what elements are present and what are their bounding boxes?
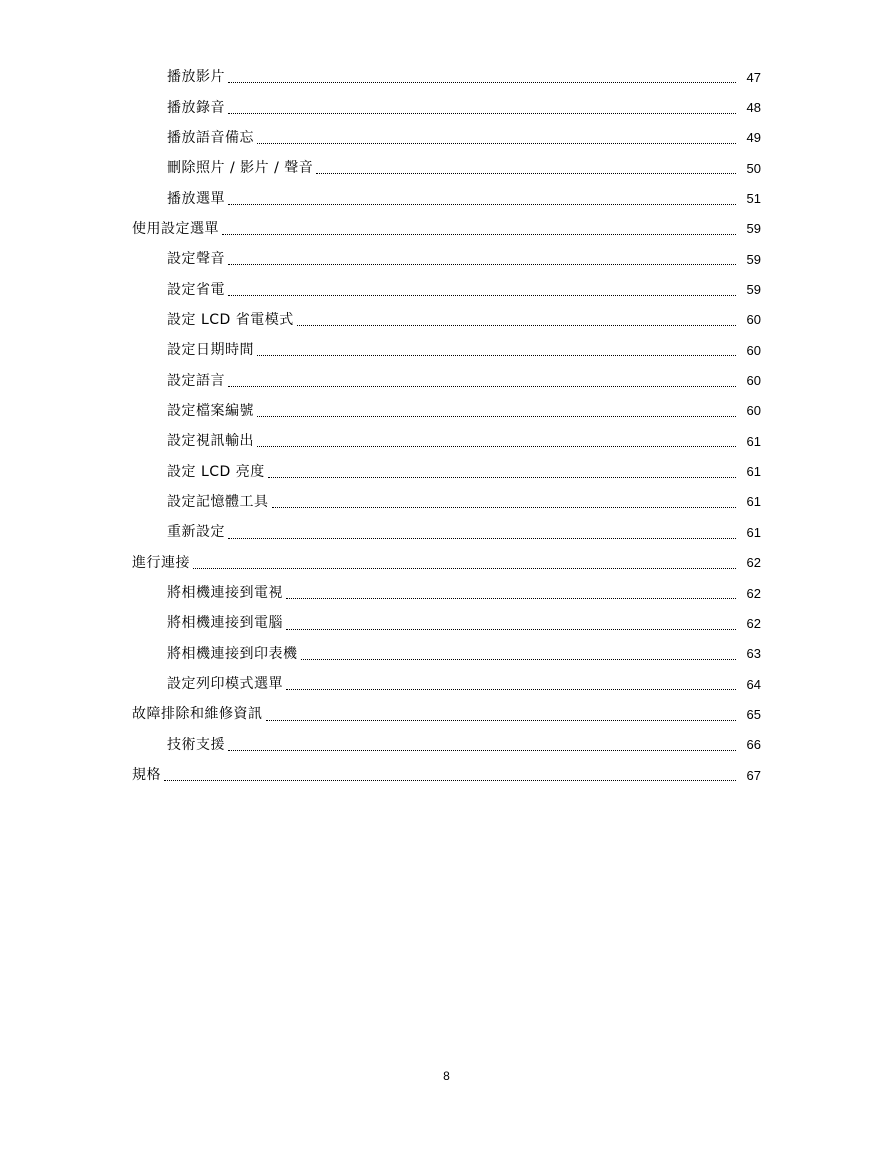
toc-dot-leader: [297, 324, 736, 326]
toc-dot-leader: [301, 658, 737, 660]
toc-entry-title: 進行連接: [132, 554, 190, 571]
toc-dot-leader: [272, 506, 737, 508]
toc-entry-page: 60: [746, 312, 761, 328]
toc-entry[interactable]: [0, 608, 893, 638]
toc-dot-leader: [257, 142, 736, 144]
toc-dot-leader: [222, 233, 736, 235]
toc-entry-title: 技術支援: [167, 736, 225, 753]
toc-entry-page: 48: [746, 100, 761, 116]
toc-entry-title: 設定記憶體工具: [167, 493, 269, 510]
toc-dot-leader: [228, 81, 736, 83]
toc-entry-title: 將相機連接到電腦: [167, 615, 283, 632]
toc-entry[interactable]: [0, 396, 893, 426]
toc-dot-leader: [286, 688, 736, 690]
toc-entry-page: 61: [746, 433, 761, 449]
toc-entry[interactable]: [0, 244, 893, 274]
toc-entry-title: 播放選單: [167, 190, 225, 207]
toc-dot-leader: [286, 597, 736, 599]
toc-entry-page: 61: [746, 464, 761, 480]
toc-entry[interactable]: [0, 456, 893, 486]
toc-entry-title: 設定視訊輸出: [167, 433, 254, 450]
page-number: 8: [443, 1069, 450, 1083]
toc-entry[interactable]: [0, 517, 893, 547]
toc-dot-leader: [228, 385, 736, 387]
toc-entry-title: 設定語言: [167, 372, 225, 389]
toc-entry-page: 59: [746, 251, 761, 267]
toc-entry-page: 49: [746, 130, 761, 146]
toc-entry[interactable]: [0, 578, 893, 608]
toc-entry-page: 67: [746, 767, 761, 783]
toc-dot-leader: [286, 628, 736, 630]
toc-entry[interactable]: [0, 274, 893, 304]
toc-entry-title: 使用設定選單: [132, 220, 219, 237]
toc-entry-page: 64: [746, 676, 761, 692]
toc-entry-title: 播放影片: [167, 69, 225, 86]
toc-entry[interactable]: [0, 153, 893, 183]
toc-entry-title: 將相機連接到印表機: [167, 645, 298, 662]
toc-entry-page: 50: [746, 160, 761, 176]
toc-entry-page: 59: [746, 282, 761, 298]
toc-entry[interactable]: [0, 426, 893, 456]
toc-entry[interactable]: [0, 730, 893, 760]
toc-entry[interactable]: [0, 92, 893, 122]
toc-entry[interactable]: [0, 365, 893, 395]
toc-entry-title: 將相機連接到電視: [167, 585, 283, 602]
toc-entry-page: 62: [746, 615, 761, 631]
toc-entry-page: 61: [746, 524, 761, 540]
toc-entry-page: 62: [746, 555, 761, 571]
toc-entry-page: 65: [746, 706, 761, 722]
toc-entry-title: 設定省電: [167, 281, 225, 298]
toc-dot-leader: [268, 476, 736, 478]
toc-entry-title: 重新設定: [167, 524, 225, 541]
toc-dot-leader: [228, 749, 736, 751]
toc-entry-page: 63: [746, 646, 761, 662]
toc-entry[interactable]: [0, 183, 893, 213]
toc-dot-leader: [228, 294, 736, 296]
toc-entry-page: 61: [746, 494, 761, 510]
toc-entry-title: 播放錄音: [167, 99, 225, 116]
toc-dot-leader: [257, 445, 736, 447]
toc-entry-page: 60: [746, 403, 761, 419]
toc-entry[interactable]: [0, 639, 893, 669]
table-of-contents: [0, 62, 893, 790]
toc-entry-title: 播放語音備忘: [167, 129, 254, 146]
toc-entry-title: 設定檔案編號: [167, 402, 254, 419]
toc-entry[interactable]: [0, 305, 893, 335]
toc-dot-leader: [228, 112, 736, 114]
toc-dot-leader: [228, 263, 736, 265]
toc-dot-leader: [193, 567, 736, 569]
toc-entry[interactable]: [0, 487, 893, 517]
toc-entry[interactable]: [0, 699, 893, 729]
toc-entry-title: 設定列印模式選單: [167, 676, 283, 693]
toc-entry[interactable]: [0, 760, 893, 790]
toc-entry[interactable]: [0, 548, 893, 578]
toc-entry-title: 設定日期時間: [167, 342, 254, 359]
toc-dot-leader: [228, 203, 736, 205]
toc-entry-title: 刪除照片 / 影片 / 聲音: [167, 160, 314, 177]
toc-entry-title: 設定聲音: [167, 251, 225, 268]
toc-dot-leader: [228, 537, 736, 539]
toc-entry[interactable]: [0, 62, 893, 92]
toc-entry-page: 60: [746, 373, 761, 389]
toc-entry-title: 設定 LCD 省電模式: [167, 311, 294, 328]
toc-entry-page: 60: [746, 342, 761, 358]
toc-entry-title: 故障排除和維修資訊: [132, 706, 263, 723]
toc-entry[interactable]: [0, 123, 893, 153]
toc-entry-page: 59: [746, 221, 761, 237]
toc-entry-page: 51: [746, 191, 761, 207]
toc-entry[interactable]: [0, 214, 893, 244]
toc-dot-leader: [257, 415, 736, 417]
toc-entry-page: 47: [746, 69, 761, 85]
toc-entry-page: 62: [746, 585, 761, 601]
toc-dot-leader: [164, 779, 736, 781]
toc-entry-title: 規格: [132, 767, 161, 784]
toc-dot-leader: [257, 354, 736, 356]
toc-dot-leader: [266, 719, 737, 721]
toc-entry-page: 66: [746, 737, 761, 753]
toc-dot-leader: [316, 172, 736, 174]
toc-entry-title: 設定 LCD 亮度: [167, 463, 265, 480]
toc-entry[interactable]: [0, 335, 893, 365]
toc-entry[interactable]: [0, 669, 893, 699]
